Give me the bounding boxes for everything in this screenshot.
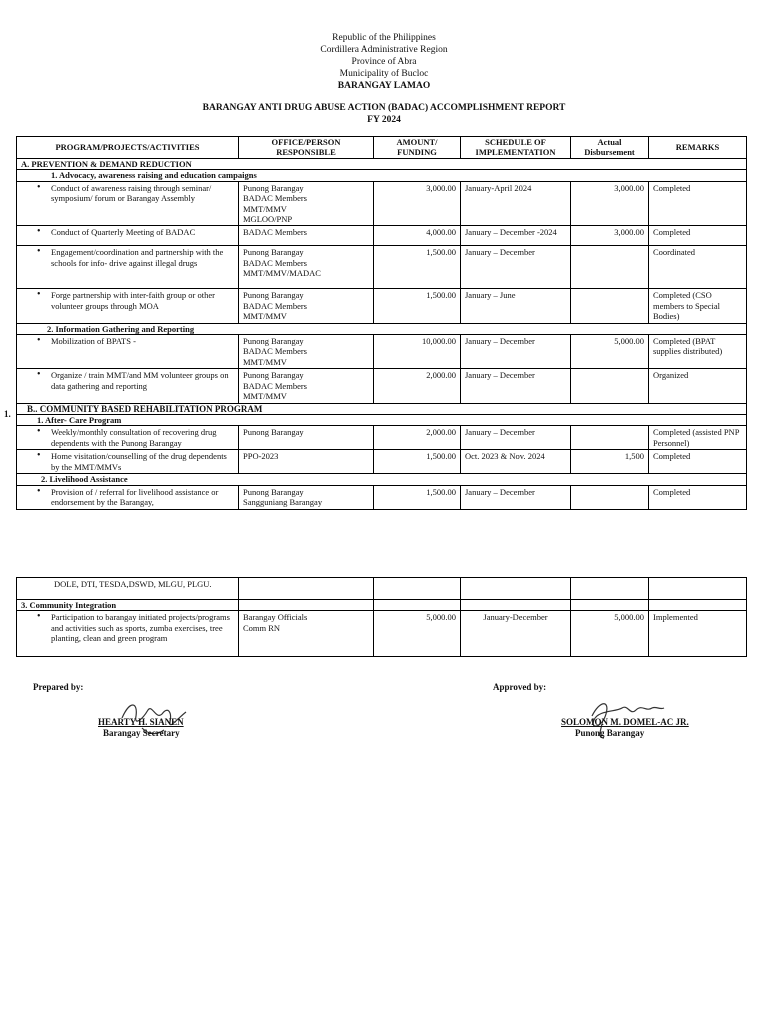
actual-cell [571, 246, 649, 289]
subsection-b3-label: 3. Community Integration [17, 600, 239, 611]
office-line: BADAC Members [243, 380, 307, 391]
table-row [17, 426, 747, 450]
margin-marker: 1. [4, 409, 11, 419]
office-line: BADAC Members [243, 346, 307, 357]
prepared-name: HEARTY H. SIANEN [98, 717, 184, 727]
office-cell [239, 426, 374, 450]
actual-cell: 1,500 [571, 450, 649, 474]
office-line: Punong Barangay [243, 427, 304, 438]
office-line: BADAC Members [243, 257, 307, 268]
office-line: BADAC Members [243, 300, 307, 311]
amount-cell: 1,500.00 [374, 246, 461, 289]
office-line: MMT/MMV [243, 311, 287, 322]
schedule-cell: January-December [461, 611, 571, 657]
schedule-cell: January – December [461, 369, 571, 403]
remarks-cell: Completed [649, 450, 747, 474]
schedule-cell: January – December [461, 426, 571, 450]
header-barangay: BARANGAY LAMAO [337, 81, 431, 91]
office-line: MMT/MMV [243, 391, 287, 402]
activity-cell: • Conduct of awareness raising through seminar/ symposium/ forum or Barangay Assembly [17, 181, 239, 226]
table-row [17, 289, 747, 323]
section-row [17, 403, 747, 414]
amount-cell: 1,500.00 [374, 450, 461, 474]
amount-cell: 5,000.00 [374, 611, 461, 657]
subsection-row [17, 600, 747, 611]
remarks-cell: Completed (BPAT supplies distributed) [649, 335, 747, 369]
col-header-schedule: SCHEDULE OF IMPLEMENTATION [461, 137, 571, 159]
office-cell [239, 181, 374, 226]
amount-cell: 10,000.00 [374, 335, 461, 369]
activity-cell: • Forge partnership with inter-faith group or other volunteer groups through MOA [17, 289, 239, 323]
office-line: MMT/MMV/MADAC [243, 268, 321, 279]
office-cell [239, 335, 374, 369]
office-cell [239, 246, 374, 289]
subsection-a2-label: 2. Information Gathering and Reporting [17, 323, 747, 334]
office-cell [239, 450, 374, 474]
remarks-cell: Completed [649, 485, 747, 509]
office-line: BADAC Members [243, 193, 307, 204]
approved-name: SOLOMON M. DOMEL-AC JR. [561, 717, 689, 727]
schedule-cell: January – December [461, 335, 571, 369]
amount-cell: 2,000.00 [374, 369, 461, 403]
section-row [17, 159, 747, 170]
actual-cell: 5,000.00 [571, 611, 649, 657]
report-title: BARANGAY ANTI DRUG ABUSE ACTION (BADAC) ACCOMPLISHMENT REPORT [202, 103, 566, 113]
office-line: Punong Barangay [243, 182, 304, 193]
office-line: Punong Barangay [243, 336, 304, 347]
office-line: PPO-2023 [243, 451, 279, 462]
remarks-cell: Completed (CSO members to Special Bodies) [649, 289, 747, 323]
header-line-4: Municipality of Bucloc [339, 69, 429, 79]
actual-cell [571, 289, 649, 323]
schedule-cell: January – December [461, 246, 571, 289]
office-line: Sangguniang Barangay [243, 496, 323, 507]
col-header-program: PROGRAM/PROJECTS/ACTIVITIES [17, 137, 239, 159]
office-line: BADAC Members [243, 227, 307, 238]
office-cell [239, 289, 374, 323]
schedule-cell: January – December -2024 [461, 226, 571, 246]
prepared-block [98, 717, 184, 739]
approved-title: Punong Barangay [575, 728, 645, 738]
section-a-label: A. PREVENTION & DEMAND REDUCTION [17, 159, 747, 170]
rows-b2 [17, 485, 747, 509]
office-line: MMT/MMV [243, 203, 287, 214]
prepared-label: Prepared by: [33, 682, 84, 692]
actual-cell: 3,000.00 [571, 181, 649, 226]
office-line: Punong Barangay [243, 486, 304, 497]
subsection-row [17, 323, 747, 334]
office-line: Punong Barangay [243, 370, 304, 381]
activity-cell: • Mobilization of BPATS - [17, 335, 239, 369]
remarks-cell: Completed [649, 226, 747, 246]
remarks-cell: Organized [649, 369, 747, 403]
office-line: MMT/MMV [243, 356, 287, 367]
rows-a2 [17, 335, 747, 403]
table-row [17, 246, 747, 289]
activity-cell: • Conduct of Quarterly Meeting of BADAC [17, 226, 239, 246]
prepared-title: Barangay Secretary [103, 728, 180, 738]
header-line-2: Cordillera Administrative Region [320, 45, 448, 55]
office-cell [239, 369, 374, 403]
table-row [17, 335, 747, 369]
office-cell: Barangay Officials Comm RN [239, 611, 374, 657]
activity-cell: • Home visitation/counselling of the drug dependents by the MMT/MMVs [17, 450, 239, 474]
col-header-amount: AMOUNT/ FUNDING [374, 137, 461, 159]
table-row [17, 578, 747, 600]
remarks-cell: Completed [649, 181, 747, 226]
approved-block [561, 717, 689, 739]
amount-cell: 1,500.00 [374, 289, 461, 323]
actual-cell [571, 485, 649, 509]
col-header-office: OFFICE/PERSON RESPONSIBLE [239, 137, 374, 159]
office-line: MGLOO/PNP [243, 214, 293, 225]
rows-b1 [17, 426, 747, 474]
actual-cell [571, 369, 649, 403]
remarks-cell: Completed (assisted PNP Personnel) [649, 426, 747, 450]
schedule-cell: January – December [461, 485, 571, 509]
subsection-row [17, 414, 747, 425]
accomplishment-table [16, 136, 747, 510]
amount-cell: 4,000.00 [374, 226, 461, 246]
rows-a1 [17, 181, 747, 323]
amount-cell: 2,000.00 [374, 426, 461, 450]
subsection-row [17, 474, 747, 485]
remarks-cell: Coordinated [649, 246, 747, 289]
schedule-cell: January – June [461, 289, 571, 323]
subsection-a1-label: 1. Advocacy, awareness raising and education campaigns [17, 170, 747, 181]
activity-cell: • Provision of / referral for livelihood assistance or endorsement by the Barangay, [17, 485, 239, 509]
report-year: FY 2024 [367, 115, 401, 125]
col-header-remarks: REMARKS [649, 137, 747, 159]
remarks-cell: Implemented [649, 611, 747, 657]
table-row [17, 226, 747, 246]
office-line: Punong Barangay [243, 290, 304, 301]
actual-cell: 3,000.00 [571, 226, 649, 246]
activity-cell: • Participation to barangay initiated projects/programs and activities such as sports, zumba exercises, tree planting, clean and green program [17, 611, 239, 657]
actual-cell [571, 426, 649, 450]
office-line: Punong Barangay [243, 247, 304, 258]
office-cell [239, 226, 374, 246]
document-header [0, 32, 768, 92]
actual-cell: 5,000.00 [571, 335, 649, 369]
col-header-actual: Actual Disbursement [571, 137, 649, 159]
schedule-cell: Oct. 2023 & Nov. 2024 [461, 450, 571, 474]
schedule-cell: January-April 2024 [461, 181, 571, 226]
table-header-row [17, 137, 747, 159]
header-line-3: Province of Abra [351, 57, 417, 67]
section-b-label: B.. COMMUNITY BASED REHABILITATION PROGRAM [17, 403, 747, 414]
table-row [17, 611, 747, 657]
continuation-table [16, 577, 747, 657]
table-row [17, 369, 747, 403]
table-row [17, 450, 747, 474]
table-row [17, 181, 747, 226]
subsection-b1-label: 1. After- Care Program [17, 414, 747, 425]
report-title-block [0, 102, 768, 126]
activity-cell: • Weekly/monthly consultation of recovering drug dependents with the Punong Barangay [17, 426, 239, 450]
subsection-row [17, 170, 747, 181]
table-row [17, 485, 747, 509]
header-line-1: Republic of the Philippines [332, 33, 436, 43]
subsection-b2-label: 2. Livelihood Assistance [17, 474, 747, 485]
amount-cell: 1,500.00 [374, 485, 461, 509]
continuation-text: DOLE, DTI, TESDA,DSWD, MLGU, PLGU. [17, 578, 239, 600]
activity-cell: • Organize / train MMT/and MM volunteer groups on data gathering and reporting [17, 369, 239, 403]
approved-label: Approved by: [493, 682, 547, 692]
activity-cell: • Engagement/coordination and partnership with the schools for info- drive against illegal drugs [17, 246, 239, 289]
office-cell [239, 485, 374, 509]
amount-cell: 3,000.00 [374, 181, 461, 226]
